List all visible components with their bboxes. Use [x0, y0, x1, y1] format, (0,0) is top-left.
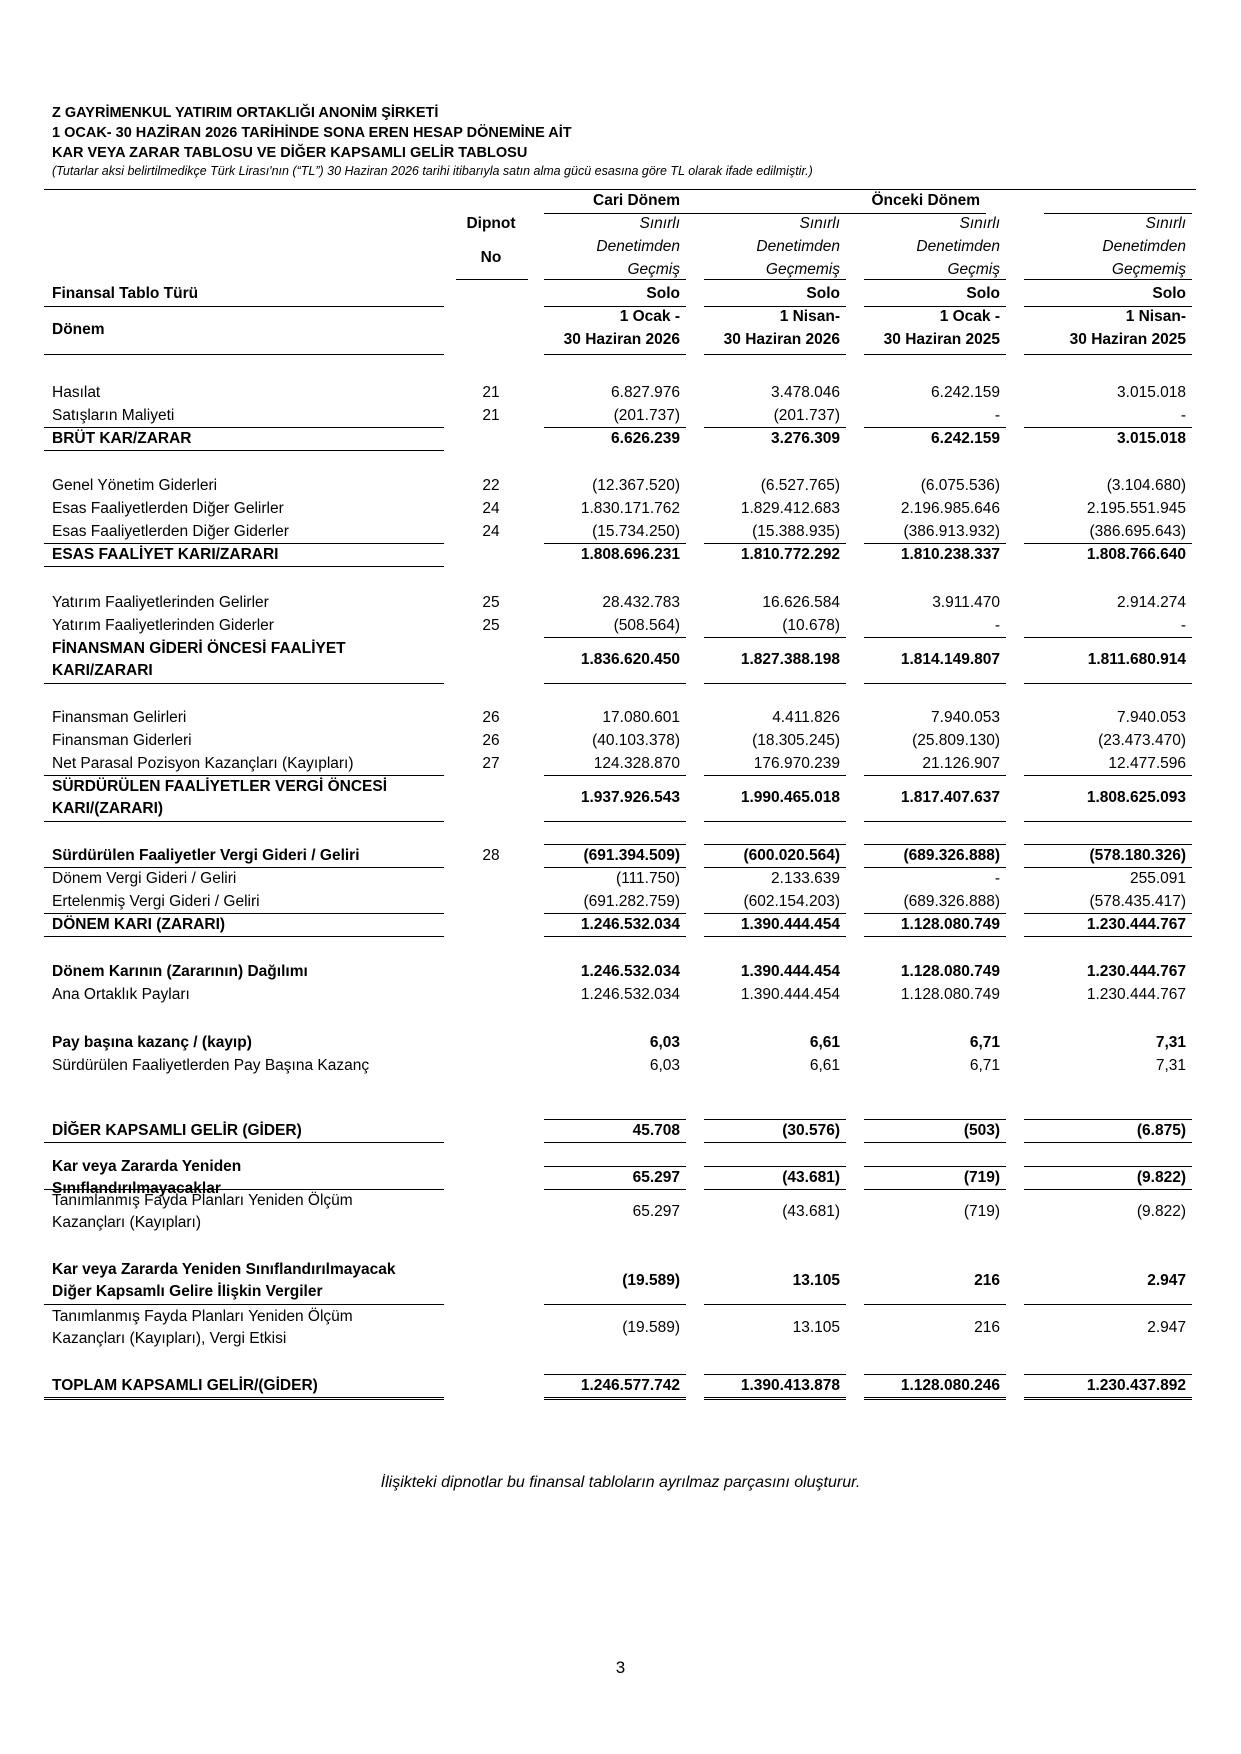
value-cell: 1.937.926.543	[580, 789, 680, 806]
value-cell: 3.911.470	[932, 593, 1000, 611]
value-cell: 6,03	[649, 1056, 680, 1074]
value-top-rule	[864, 844, 1006, 845]
period-text: 30 Haziran 2025	[1069, 331, 1186, 348]
period-text: 30 Haziran 2025	[883, 331, 1000, 348]
top-rule	[44, 189, 1196, 190]
value-rule	[864, 683, 1006, 684]
value-rule	[704, 821, 846, 822]
row-label: Dönem Karının (Zararının) Dağılımı	[52, 962, 308, 980]
value-top-rule	[864, 1374, 1006, 1375]
value-cell: 7.940.053	[1117, 708, 1186, 726]
value-cell: (386.913.932)	[903, 522, 1000, 540]
note-header: Dipnot	[466, 215, 516, 232]
row-label: Finansman Giderleri	[52, 731, 192, 749]
value-cell: (40.103.378)	[592, 731, 680, 749]
type-rule	[704, 306, 846, 307]
value-cell: -	[1180, 616, 1186, 634]
note-number: 26	[482, 731, 500, 749]
value-cell: 1.829.412.683	[740, 499, 840, 517]
value-cell: 1.836.620.450	[580, 651, 680, 668]
period-text: 30 Haziran 2026	[563, 331, 680, 348]
value-rule	[544, 1142, 686, 1143]
value-cell: (43.681)	[782, 1168, 840, 1186]
value-cell: (6.875)	[1136, 1121, 1186, 1139]
row-label: Sürdürülen Faaliyetler Vergi Gideri / Geliri	[52, 846, 360, 864]
row-label: ESAS FAALİYET KARI/ZARARI	[52, 545, 279, 563]
note-number: 21	[482, 383, 500, 401]
value-double-rule	[864, 1397, 1006, 1400]
value-cell: (6.527.765)	[760, 476, 840, 494]
audit-status-text: Geçmiş	[627, 261, 680, 278]
value-cell: 1.390.444.454	[740, 985, 840, 1003]
value-cell: (10.678)	[782, 616, 840, 634]
value-cell: 1.128.080.749	[900, 915, 1000, 933]
row-label: Sürdürülen Faaliyetlerden Pay Başına Kazanç	[52, 1056, 370, 1074]
value-cell: 3.015.018	[1117, 429, 1186, 447]
value-cell: 1.808.625.093	[1086, 789, 1186, 806]
value-double-rule	[704, 1397, 846, 1400]
row-label: Hasılat	[52, 383, 101, 401]
value-cell: (3.104.680)	[1106, 476, 1186, 494]
value-cell: 1.390.444.454	[740, 915, 840, 933]
value-cell: -	[994, 406, 1000, 424]
value-top-rule	[704, 1119, 846, 1120]
value-cell: -	[994, 616, 1000, 634]
value-cell: 1.230.444.767	[1086, 915, 1186, 933]
row-label: Finansman Gelirleri	[52, 708, 187, 726]
value-cell: (691.394.509)	[583, 846, 680, 864]
value-cell: 6.626.239	[611, 429, 680, 447]
row-label: Ana Ortaklık Payları	[52, 985, 190, 1003]
note-number: 21	[482, 406, 500, 424]
value-cell: 124.328.870	[593, 754, 680, 772]
row-label: DÖNEM KARI (ZARARI)	[52, 915, 226, 933]
statement-type: Solo	[966, 285, 1000, 302]
value-cell: (691.282.759)	[583, 892, 680, 910]
period-text: 1 Ocak -	[619, 308, 680, 325]
audit-status-text: Denetimden	[916, 238, 1000, 255]
value-cell: (201.737)	[773, 406, 840, 424]
type-label: Finansal Tablo Türü	[52, 285, 199, 302]
value-cell: 12.477.596	[1108, 754, 1186, 772]
group-current-rule	[544, 213, 686, 214]
value-cell: 17.080.601	[602, 708, 680, 726]
value-cell: 1.814.149.807	[900, 651, 1000, 668]
value-cell: 1.246.532.034	[580, 985, 680, 1003]
note-number: 24	[482, 499, 500, 517]
value-cell: (6.075.536)	[920, 476, 1000, 494]
group-prior-rule-a	[686, 213, 986, 214]
row-label: Dönem Vergi Gideri / Geliri	[52, 869, 237, 887]
value-cell: (15.734.250)	[592, 522, 680, 540]
row-label-rule	[44, 683, 444, 684]
row-label: Kar veya Zararda Yeniden Sınıflandırılmayacak Diğer Kapsamlı Gelire İlişkin Vergiler	[52, 1261, 396, 1300]
value-cell: 2.947	[1147, 1319, 1186, 1336]
audit-status-text: Sınırlı	[639, 215, 680, 232]
period-rule	[1024, 354, 1192, 355]
value-cell: 13.105	[792, 1272, 840, 1289]
value-cell: 7,31	[1155, 1033, 1186, 1051]
value-cell: (689.326.888)	[903, 846, 1000, 864]
value-cell: 16.626.584	[762, 593, 840, 611]
group-prior-header: Önceki Dönem	[871, 192, 980, 209]
audit-header-rule	[704, 279, 846, 280]
footer-note: İlişikteki dipnotlar bu finansal tabloların ayrılmaz parçasını oluşturur.	[380, 1474, 861, 1491]
row-label: Kar veya Zararda Yeniden Sınıflandırılmayacaklar	[52, 1157, 242, 1197]
note-number: 26	[482, 708, 500, 726]
row-label: Tanımlanmış Fayda Planları Yeniden Ölçüm Kazançları (Kayıpları)	[52, 1192, 353, 1231]
row-label-rule	[44, 1142, 444, 1143]
value-cell: 7,31	[1155, 1056, 1186, 1074]
row-label: SÜRDÜRÜLEN FAALİYETLER VERGİ ÖNCESİ KARI/(ZARARI)	[52, 778, 387, 817]
value-cell: 1.390.413.878	[740, 1376, 840, 1394]
row-label: TOPLAM KAPSAMLI GELİR/(GİDER)	[52, 1376, 318, 1394]
period-text: 1 Nisan-	[1125, 308, 1186, 325]
value-cell: 1.128.080.749	[900, 985, 1000, 1003]
value-cell: (719)	[963, 1168, 1000, 1186]
row-label: Satışların Maliyeti	[52, 406, 175, 424]
value-cell: 6.827.976	[611, 383, 680, 401]
value-cell: 6,61	[809, 1056, 840, 1074]
value-rule	[1024, 683, 1192, 684]
value-cell: 7.940.053	[931, 708, 1000, 726]
audit-status-text: Geçmiş	[947, 261, 1000, 278]
audit-status-text: Sınırlı	[959, 215, 1000, 232]
value-cell: -	[994, 869, 1000, 887]
period-label: Dönem	[52, 321, 105, 338]
value-top-rule	[1024, 1119, 1192, 1120]
value-cell: (19.589)	[622, 1319, 680, 1336]
value-cell: (18.305.245)	[752, 731, 840, 749]
period-label-rule	[44, 354, 444, 355]
value-rule	[864, 821, 1006, 822]
period-rule	[704, 354, 846, 355]
type-label-rule	[44, 306, 444, 307]
value-top-rule	[544, 1166, 686, 1167]
audit-header-rule	[1024, 279, 1192, 280]
value-cell: (578.180.326)	[1089, 846, 1186, 864]
value-cell: 1.230.437.892	[1086, 1376, 1186, 1394]
value-cell: (23.473.470)	[1098, 731, 1186, 749]
value-rule	[704, 683, 846, 684]
value-cell: 1.817.407.637	[900, 789, 1000, 806]
value-rule	[1024, 821, 1192, 822]
value-cell: 2.133.639	[771, 869, 840, 887]
statement-type: Solo	[806, 285, 840, 302]
value-top-rule	[704, 844, 846, 845]
value-top-rule	[544, 844, 686, 845]
note-number: 27	[482, 754, 500, 772]
audit-status-text: Denetimden	[1102, 238, 1186, 255]
row-label: Yatırım Faaliyetlerinden Gelirler	[52, 593, 269, 611]
period-rule	[864, 354, 1006, 355]
value-cell: (9.822)	[1136, 1168, 1186, 1186]
value-rule	[544, 683, 686, 684]
note-number: 25	[482, 616, 500, 634]
value-cell: (503)	[963, 1121, 1000, 1139]
value-cell: 4.411.826	[772, 708, 840, 726]
group-current-header: Cari Dönem	[593, 192, 680, 209]
value-cell: (19.589)	[622, 1272, 680, 1289]
period-rule	[544, 354, 686, 355]
note-header-rule	[456, 279, 528, 280]
row-label: BRÜT KAR/ZARAR	[52, 429, 192, 447]
value-cell: 1.808.696.231	[580, 545, 680, 563]
value-top-rule	[704, 1374, 846, 1375]
report-period: 1 OCAK- 30 HAZİRAN 2026 TARİHİNDE SONA EREN HESAP DÖNEMİNE AİT	[52, 125, 572, 141]
value-top-rule	[1024, 844, 1192, 845]
page-number: 3	[615, 1658, 626, 1677]
value-cell: 255.091	[1129, 869, 1186, 887]
statement-type: Solo	[1152, 285, 1186, 302]
note-header-no: No	[480, 249, 502, 266]
value-rule	[1024, 1142, 1192, 1143]
value-cell: 1.128.080.246	[900, 1376, 1000, 1394]
audit-status-text: Geçmemiş	[765, 261, 840, 278]
value-cell: 3.478.046	[771, 383, 840, 401]
value-cell: -	[1180, 406, 1186, 424]
value-top-rule	[864, 1119, 1006, 1120]
value-cell: 65.297	[632, 1168, 680, 1186]
type-rule	[1024, 306, 1192, 307]
value-cell: 3.276.309	[771, 429, 840, 447]
value-cell: (25.809.130)	[912, 731, 1000, 749]
value-cell: 45.708	[632, 1121, 680, 1139]
type-rule	[864, 306, 1006, 307]
value-top-rule	[864, 1166, 1006, 1167]
value-cell: 176.970.239	[753, 754, 840, 772]
value-cell: (578.435.417)	[1089, 892, 1186, 910]
value-cell: 1.811.680.914	[1087, 651, 1186, 668]
value-cell: (43.681)	[782, 1203, 840, 1220]
value-top-rule	[1024, 1374, 1192, 1375]
company-name: Z GAYRİMENKUL YATIRIM ORTAKLIĞI ANONİM ŞİRKETİ	[52, 105, 439, 121]
value-cell: 28.432.783	[602, 593, 680, 611]
value-cell: (602.154.203)	[743, 892, 840, 910]
value-cell: 1.246.532.034	[580, 915, 680, 933]
currency-note: (Tutarlar aksi belirtilmedikçe Türk Lirası'nın (“TL”) 30 Haziran 2026 tarihi itibarıyla satın alma gücü esasına göre TL olarak ifade edilmiştir.)	[52, 164, 813, 178]
value-cell: 2.914.274	[1117, 593, 1186, 611]
row-label-rule	[44, 566, 444, 567]
value-cell: 216	[974, 1272, 1000, 1289]
value-cell: 1.810.238.337	[900, 545, 1000, 563]
row-label: Tanımlanmış Fayda Planları Yeniden Ölçüm Kazançları (Kayıpları), Vergi Etkisi	[52, 1308, 353, 1347]
row-label: FİNANSMAN GİDERİ ÖNCESİ FAALİYET KARI/ZARARI	[52, 640, 346, 679]
row-label-rule	[44, 821, 444, 822]
value-cell: 65.297	[632, 1203, 680, 1220]
note-number: 28	[482, 846, 500, 864]
row-label: Yatırım Faaliyetlerinden Giderler	[52, 616, 274, 634]
value-cell: 1.808.766.640	[1086, 545, 1186, 563]
audit-status-text: Denetimden	[756, 238, 840, 255]
row-label-double-rule	[44, 1397, 444, 1400]
value-cell: 3.015.018	[1117, 383, 1186, 401]
value-cell: 6,71	[969, 1056, 1000, 1074]
period-text: 1 Nisan-	[779, 308, 840, 325]
type-rule	[544, 306, 686, 307]
value-rule	[1024, 936, 1192, 937]
value-cell: 1.390.444.454	[740, 962, 840, 980]
value-rule	[544, 936, 686, 937]
value-cell: 6.242.159	[931, 429, 1000, 447]
value-cell: (111.750)	[615, 869, 680, 887]
audit-header-rule	[544, 279, 686, 280]
value-cell: (12.367.520)	[592, 476, 680, 494]
report-header	[52, 103, 1202, 180]
row-label-rule	[44, 450, 444, 451]
value-cell: 1.246.532.034	[580, 962, 680, 980]
value-cell: (689.326.888)	[903, 892, 1000, 910]
value-cell: 13.105	[792, 1319, 840, 1336]
value-cell: 6,03	[649, 1033, 680, 1051]
value-cell: 6.242.159	[931, 383, 1000, 401]
value-cell: (9.822)	[1136, 1203, 1186, 1220]
report-title: KAR VEYA ZARAR TABLOSU VE DİĞER KAPSAMLI GELİR TABLOSU	[52, 145, 528, 161]
value-cell: (30.576)	[782, 1121, 840, 1139]
statement-type: Solo	[646, 285, 680, 302]
value-cell: 2.195.551.945	[1086, 499, 1186, 517]
value-cell: (508.564)	[613, 616, 680, 634]
row-label: Pay başına kazanç / (kayıp)	[52, 1033, 252, 1051]
value-cell: (15.388.935)	[752, 522, 840, 540]
value-cell: (600.020.564)	[743, 846, 840, 864]
audit-header-rule	[864, 279, 1006, 280]
row-label: Ertelenmiş Vergi Gideri / Geliri	[52, 892, 260, 910]
value-cell: 2.196.985.646	[900, 499, 1000, 517]
value-cell: 21.126.907	[922, 754, 1000, 772]
audit-status-text: Sınırlı	[799, 215, 840, 232]
row-label: Net Parasal Pozisyon Kazançları (Kayıpları)	[52, 754, 354, 772]
row-label-rule	[44, 936, 444, 937]
value-cell: (386.695.643)	[1089, 522, 1186, 540]
value-double-rule	[544, 1397, 686, 1400]
value-cell: 6,71	[969, 1033, 1000, 1051]
value-top-rule	[544, 1119, 686, 1120]
value-cell: 1.830.171.762	[580, 499, 680, 517]
value-top-rule	[704, 1166, 846, 1167]
group-prior-rule-b	[1044, 213, 1192, 214]
value-cell: 1.990.465.018	[740, 789, 840, 806]
value-cell: 2.947	[1147, 1272, 1186, 1289]
value-cell: 1.246.577.742	[580, 1376, 680, 1394]
value-cell: 216	[974, 1319, 1000, 1336]
audit-status-text: Geçmemiş	[1111, 261, 1186, 278]
note-number: 22	[482, 476, 500, 494]
value-cell: (201.737)	[613, 406, 680, 424]
value-cell: 1.230.444.767	[1086, 985, 1186, 1003]
value-cell: 1.810.772.292	[740, 545, 840, 563]
audit-status-text: Sınırlı	[1145, 215, 1186, 232]
value-cell: (719)	[963, 1203, 1000, 1220]
value-double-rule	[1024, 1397, 1192, 1400]
note-number: 24	[482, 522, 500, 540]
note-number: 25	[482, 593, 500, 611]
value-rule	[544, 821, 686, 822]
audit-status-text: Denetimden	[596, 238, 680, 255]
value-top-rule	[544, 1374, 686, 1375]
value-cell: 1.128.080.749	[900, 962, 1000, 980]
row-label: Genel Yönetim Giderleri	[52, 476, 218, 494]
value-cell: 6,61	[809, 1033, 840, 1051]
value-rule	[864, 936, 1006, 937]
value-top-rule	[1024, 1166, 1192, 1167]
value-rule	[704, 936, 846, 937]
row-label: Esas Faaliyetlerden Diğer Gelirler	[52, 499, 284, 517]
period-text: 30 Haziran 2026	[723, 331, 840, 348]
row-label: DİĞER KAPSAMLI GELİR (GİDER)	[52, 1121, 302, 1139]
value-rule	[704, 1142, 846, 1143]
row-label: Esas Faaliyetlerden Diğer Giderler	[52, 522, 289, 540]
value-cell: 1.230.444.767	[1086, 962, 1186, 980]
value-cell: 1.827.388.198	[740, 651, 840, 668]
value-rule	[864, 1142, 1006, 1143]
period-text: 1 Ocak -	[939, 308, 1000, 325]
